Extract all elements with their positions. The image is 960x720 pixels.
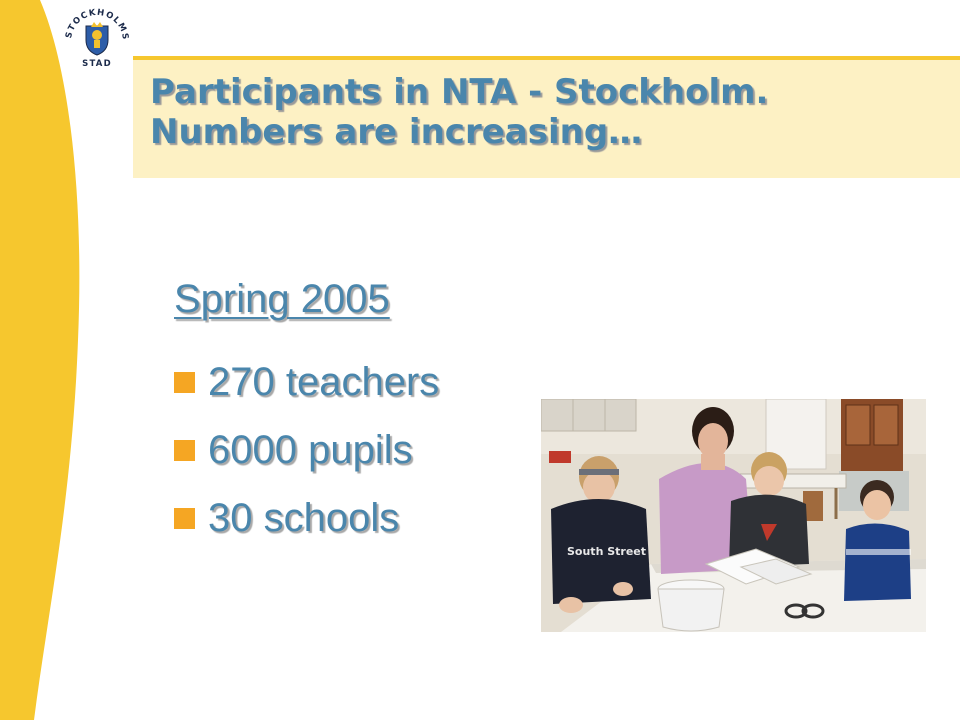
svg-text:South Street: South Street [567,545,647,558]
list-item [174,484,439,552]
square-bullet-icon [174,372,195,393]
left-decorative-band [0,0,100,720]
list-item [174,348,439,416]
logo-arc-text: STOCKHOLMS [64,7,131,42]
stockholm-city-crest-icon [62,2,132,72]
square-bullet-icon [174,508,195,529]
section-heading: Spring 2005 [174,277,390,321]
square-bullet-icon [174,440,195,461]
classroom-photo [541,399,926,632]
list-item-text: 30 schools [208,495,400,540]
title-line-2: Numbers are increasing… [150,112,643,152]
list-item-text: 270 teachers [208,359,440,404]
svg-text:STAD: STAD [82,59,112,69]
title-line-1: Participants in NTA - Stockholm. [150,72,769,112]
slide-title [150,72,768,152]
bullet-list [174,348,439,552]
list-item [174,416,439,484]
list-item-text: 6000 pupils [208,427,413,472]
